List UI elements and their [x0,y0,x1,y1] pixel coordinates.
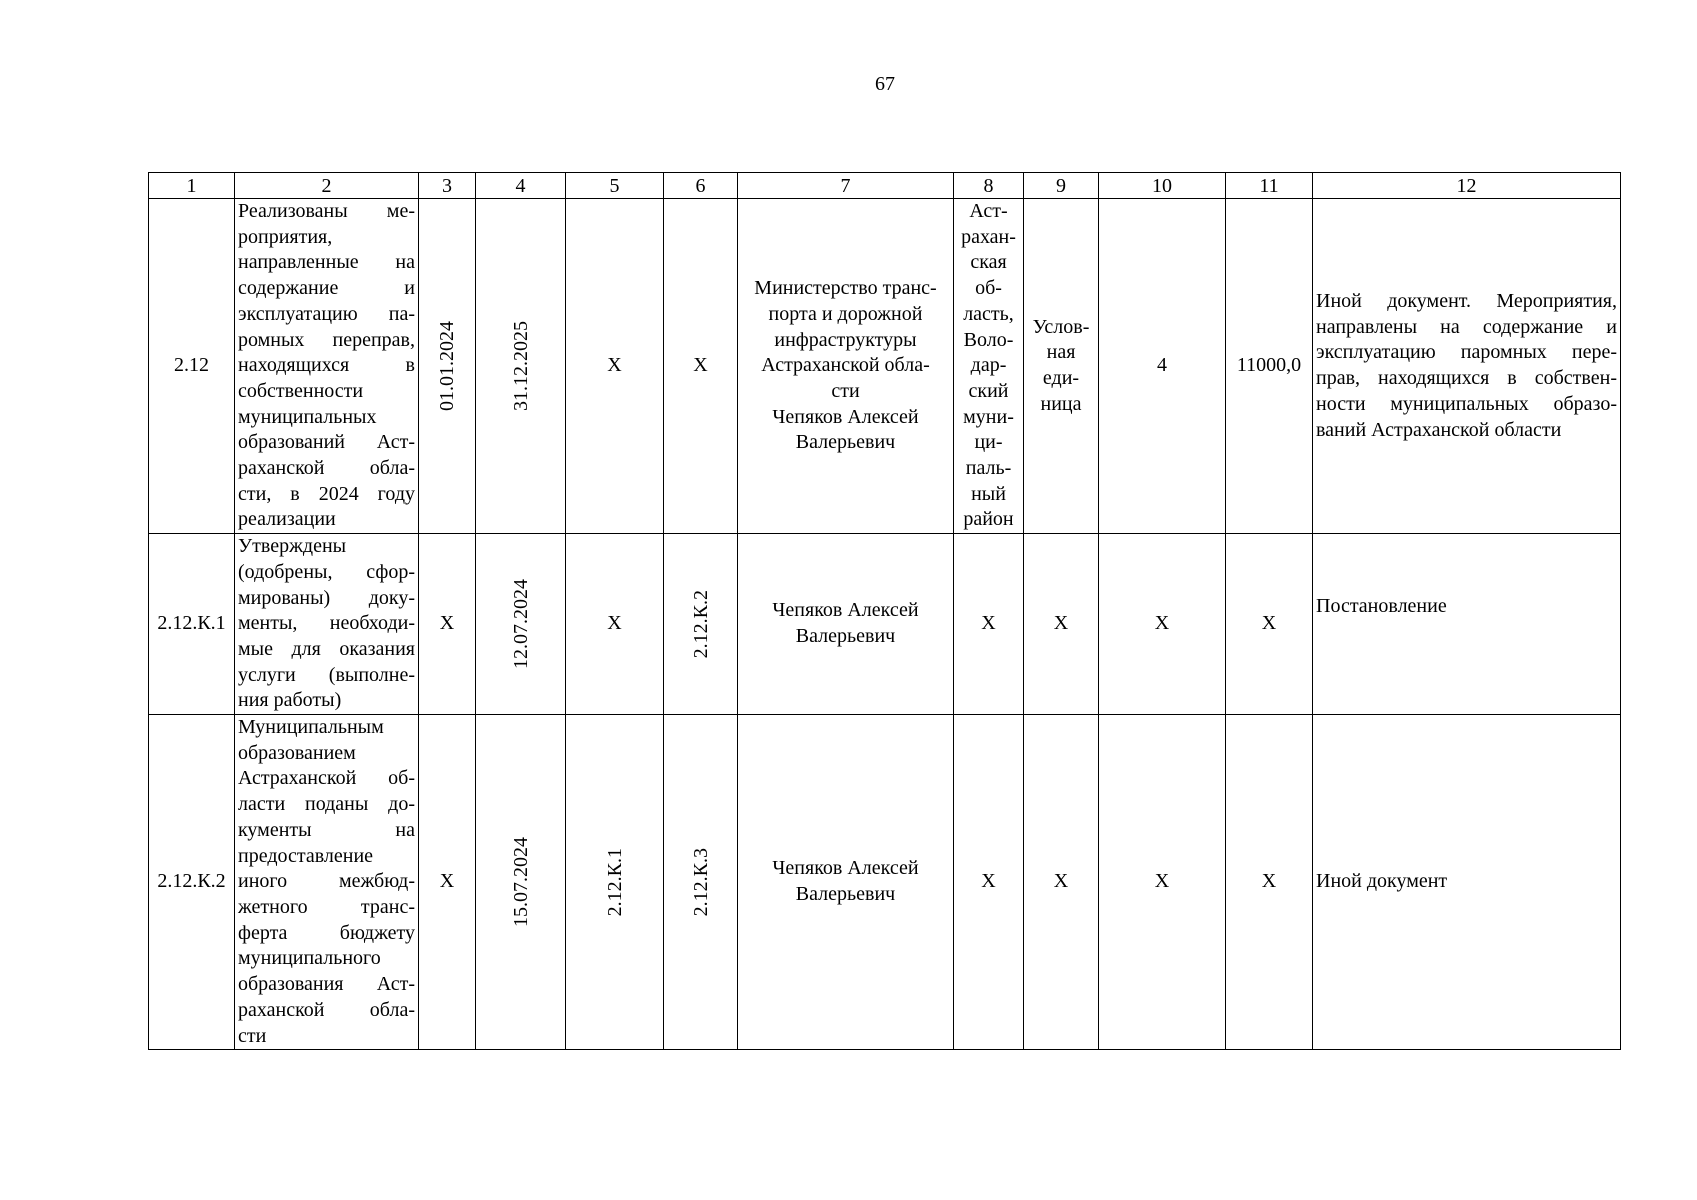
column-number-row [149,173,1621,199]
col-number-2: 2 [235,173,419,199]
col-number-8: 8 [954,173,1024,199]
territory-line: ласть, [963,302,1014,325]
plan-table [148,172,1621,1050]
territory-line: ский [968,379,1009,402]
row-description [235,199,419,534]
row-id: 2.12.К.1 [149,534,235,715]
responsible-line: Валерьевич [795,625,896,648]
description-line: реализации [238,508,336,531]
col-number-3: 3 [419,173,476,199]
document-type: Иной документ [1313,715,1621,1050]
successor-cell [664,534,738,715]
unit-line: еди- [1042,367,1080,390]
unit-line: Услов- [1032,315,1090,338]
description-line: эксплуатацию па- [238,302,415,325]
start-date-cell [419,199,476,534]
col-number-5: 5 [566,173,664,199]
row-description [235,534,419,715]
amount: Х [1226,534,1313,715]
territory-line: ская [970,251,1007,274]
col-number-9: 9 [1024,173,1099,199]
description-line: собственности [238,379,364,402]
territory-line: район [963,508,1014,531]
description-line: мированы) доку- [238,586,415,609]
document-type: Постановление [1313,534,1621,715]
responsible [738,534,954,715]
description-line: услуги (выполне- [238,663,415,686]
successor: 2.12.К.2 [689,589,712,659]
territory-line: ци- [974,431,1003,454]
description-line: муниципального [238,947,381,970]
territory-line: муни- [963,405,1014,428]
quantity: Х [1099,534,1226,715]
description-line: менты, необходи- [238,612,415,635]
responsible-line: Министерство транс- [754,277,937,300]
table-row [149,199,1621,534]
end-date: 12.07.2024 [509,579,532,670]
description-line: Утверждены [238,535,347,558]
page-number: 67 [875,73,895,95]
end-date: 15.07.2024 [509,837,532,928]
unit-line: ная [1046,341,1076,364]
end-date-cell [476,715,566,1050]
successor: 2.12.К.3 [689,847,712,917]
responsible-line: инфраструктуры [774,328,917,351]
territory: Х [954,715,1024,1050]
territory [954,199,1024,534]
territory-line: паль- [965,457,1012,480]
responsible-line: Астраханской обла- [761,354,930,377]
responsible-line: Чепяков Алексей [772,599,919,622]
description-line: предоставление [238,844,374,867]
quantity: Х [1099,715,1226,1050]
responsible-line: сти [831,379,860,402]
description-line: роприятия, [238,225,333,248]
end-date-cell [476,534,566,715]
description-line: сти, в 2024 году [238,482,415,505]
successor: Х [664,199,738,534]
territory: Х [954,534,1024,715]
territory-line: ный [971,482,1006,505]
col-number-1: 1 [149,173,235,199]
row-id: 2.12.К.2 [149,715,235,1050]
description-line: ферта бюджету [238,921,415,944]
territory-line: дар- [970,354,1007,377]
unit-line: ница [1040,392,1082,415]
end-date: 31.12.2025 [509,321,532,412]
description-line: образований Аст- [238,431,415,454]
responsible-line: Чепяков Алексей [772,857,919,880]
col-number-10: 10 [1099,173,1226,199]
description-line: муниципальных [238,405,377,428]
responsible [738,199,954,534]
col-number-4: 4 [476,173,566,199]
territory-line: об- [975,277,1002,300]
description-line: находящихся в [238,354,415,377]
description-line: образования Аст- [238,973,415,996]
end-date-cell [476,199,566,534]
responsible-line: Валерьевич [795,431,896,454]
description-line: ромных переправ, [238,328,415,351]
col-number-11: 11 [1226,173,1313,199]
row-id: 2.12 [149,199,235,534]
description-line: жетного транс- [238,895,415,918]
start-date: Х [419,534,476,715]
description-line: направленные на [238,251,415,274]
territory-line: Аст- [969,200,1008,222]
unit: Х [1024,534,1099,715]
predecessor-cell [566,715,664,1050]
description-line: мые для оказания [238,637,415,660]
description-line: иного межбюд- [238,870,415,893]
description-line: Астраханской об- [238,767,415,790]
description-line: образованием [238,741,356,764]
responsible-line: Чепяков Алексей [772,405,919,428]
col-number-12: 12 [1313,173,1621,199]
document-type: Иной документ. Мероприятия, направлены на содержание и эксплуатацию паромных пере- прав, находящихся в собствен- ности муниципальных образо- ваний Астраханской области [1313,199,1621,534]
predecessor: Х [566,199,664,534]
description-line: раханской обла- [238,457,415,480]
unit [1024,199,1099,534]
territory-line: рахан- [961,225,1016,248]
successor-cell [664,715,738,1050]
responsible [738,715,954,1050]
description-line: раханской обла- [238,998,415,1021]
predecessor: 2.12.К.1 [603,847,626,917]
amount: 11000,0 [1226,199,1313,534]
description-line: (одобрены, сфор- [238,560,415,583]
start-date: 01.01.2024 [436,321,458,412]
col-number-6: 6 [664,173,738,199]
description-line: ласти поданы до- [238,793,415,816]
quantity: 4 [1099,199,1226,534]
amount: Х [1226,715,1313,1050]
unit: Х [1024,715,1099,1050]
responsible-line: Валерьевич [795,883,896,906]
description-line: содержание и [238,277,415,300]
predecessor: Х [566,534,664,715]
col-number-7: 7 [738,173,954,199]
row-description [235,715,419,1050]
description-line: ния работы) [238,689,342,712]
description-line: Реализованы ме- [238,200,415,222]
table-row [149,715,1621,1050]
responsible-line: порта и дорожной [768,302,923,325]
start-date: Х [419,715,476,1050]
description-line: Муниципальным [238,716,384,739]
table-row [149,534,1621,715]
description-line: кументы на [238,818,415,841]
territory-line: Воло- [963,328,1014,351]
description-line: сти [238,1024,267,1047]
